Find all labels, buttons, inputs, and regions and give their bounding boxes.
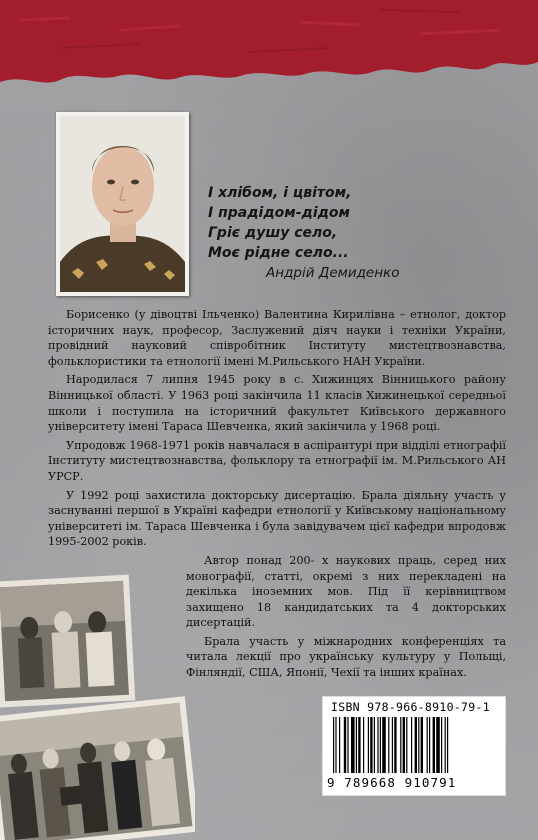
epigraph-poem	[208, 183, 508, 283]
barcode-bars	[333, 717, 495, 775]
bio-paragraph: Упродовж 1968-1971 років навчалася в аспірантурі при відділі етнографії Інституту мистецтвознавства, фольклору та етнографії ім. М.Рильського АН УРСР.	[48, 438, 506, 483]
barcode-digits: 9 789668 910791	[327, 775, 457, 790]
isbn-label: ISBN 978-966-8910-79-1	[331, 700, 490, 714]
poem-line: І хлібом, і цвітом,	[208, 185, 352, 201]
bio-paragraph: Автор понад 200- х наукових праць, серед них монографії, статті, окремі з них перекладені на декілька іноземних мов. Під її керівництвом захищено 18 кандидатських та 4 докторських дисертацій.	[186, 553, 506, 630]
poem-line: Моє рідне село...	[208, 245, 349, 261]
author-portrait-photo	[56, 112, 189, 296]
poem-author: Андрій Демиденко	[266, 265, 400, 281]
bio-paragraph: Брала участь у міжнародних конференціях та читала лекції про українську культуру у Польщі, Фінляндії, США, Японії, Чехії та інших країнах.	[186, 634, 506, 680]
isbn-barcode	[322, 696, 506, 796]
red-brush-band	[0, 0, 538, 90]
poem-line: Гріє душу село,	[208, 225, 338, 241]
archival-photos	[0, 570, 195, 840]
bio-paragraph: Борисенко (у дівоцтві Ільченко) Валентина Кирилівна – етнолог, доктор історичних наук, професор, Заслужений діяч науки і техніки України, провідний науковий співробітник Інституту мистецтвознавства, фольклористики та етнології імені М.Рильського НАН України.	[48, 308, 506, 368]
bio-paragraph: Народилася 7 липня 1945 року в с. Хижинцях Вінницького району Вінницької області. У 1963 році закінчила 11 класів Хижинецької середньої школи і поступила на історичний факультет Київського державного університету імені Тараса Шевченка, який закінчила у 1968 році.	[48, 373, 506, 434]
poem-line: І прадідом-дідом	[208, 205, 350, 221]
bio-paragraph: У 1992 році захистила докторську дисертацію. Брала діяльну участь у заснуванні першої в Україні кафедри етнології у Київському національному університеті ім. Тараса Шевченка і була завідувачем цієї кафедри впродовж 1995-2002 років.	[48, 488, 506, 549]
